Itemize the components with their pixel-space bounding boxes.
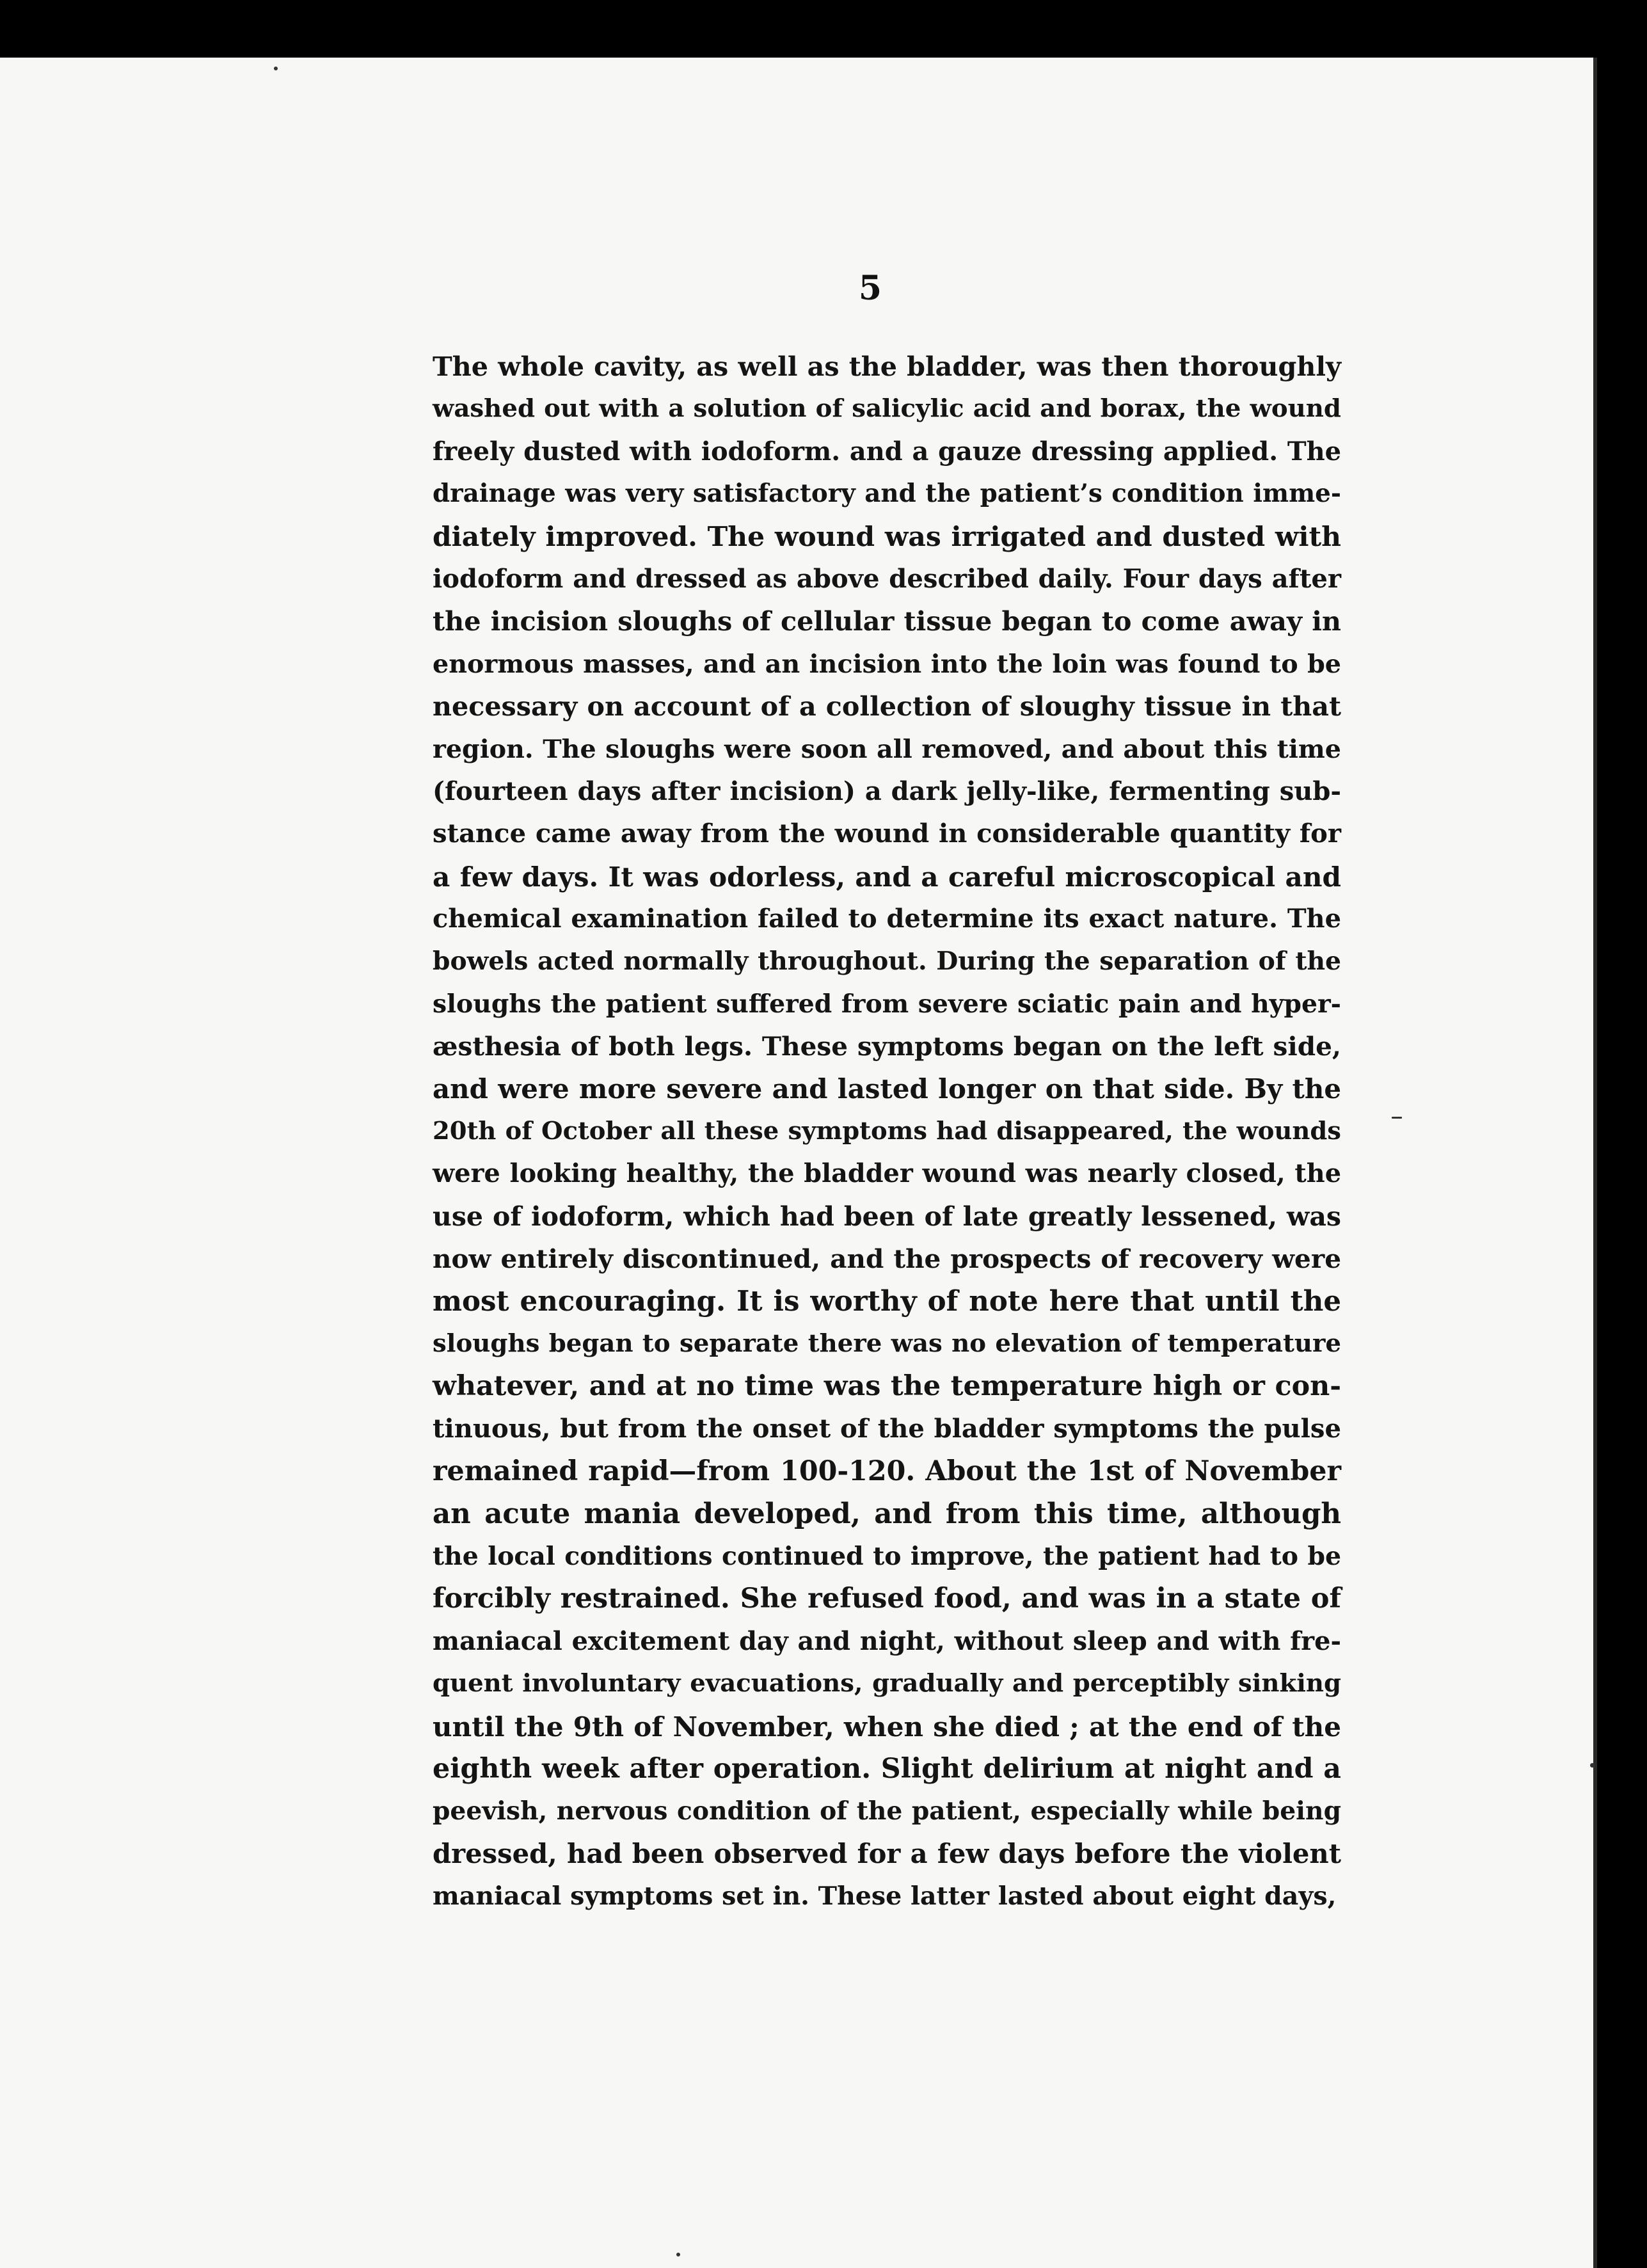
- text-line: quent involuntary evacuations, gradually and perceptibly sinking: [433, 1669, 1341, 1698]
- text-line: drainage was very satisfactory and the patient’s condition imme-: [433, 479, 1341, 509]
- scan-speck: [274, 67, 278, 70]
- text-line: remained rapid—from 100-120. About the 1st of November: [433, 1455, 1341, 1488]
- text-line: until the 9th of November, when she died ; at the end of the: [433, 1710, 1341, 1743]
- text-line: stance came away from the wound in considerable quantity for: [433, 819, 1341, 849]
- text-line: The whole cavity, as well as the bladder, was then thoroughly: [433, 351, 1341, 382]
- scan-speck: [1590, 1763, 1595, 1768]
- page-number: 5: [858, 269, 882, 308]
- text-line: eighth week after operation. Slight delirium at night and a: [433, 1752, 1341, 1785]
- text-line: were looking healthy, the bladder wound was nearly closed, the: [433, 1159, 1341, 1189]
- text-line: chemical examination failed to determine its exact nature. The: [433, 904, 1341, 934]
- text-line: an acute mania developed, and from this time, although: [433, 1497, 1341, 1530]
- scan-speck: [1392, 1117, 1402, 1119]
- text-line: a few days. It was odorless, and a careful microscopical and: [433, 860, 1341, 893]
- text-line: peevish, nervous condition of the patient, especially while being: [433, 1796, 1341, 1826]
- text-line: now entirely discontinued, and the prospects of recovery were: [433, 1243, 1341, 1275]
- text-line: region. The sloughs were soon all removed, and about this time: [433, 734, 1341, 764]
- scan-speck: [676, 2253, 680, 2256]
- text-line: bowels acted normally throughout. During the separation of the: [433, 946, 1341, 977]
- text-line: maniacal excitement day and night, without sleep and with fre-: [433, 1626, 1341, 1656]
- text-line: whatever, and at no time was the temperature high or con-: [433, 1370, 1341, 1403]
- text-line: freely dusted with iodoform. and a gauze dressing applied. The: [433, 436, 1341, 467]
- text-line: the incision sloughs of cellular tissue began to come away in: [433, 605, 1341, 637]
- text-line: dressed, had been observed for a few days before the violent: [433, 1837, 1341, 1869]
- body-text: [433, 346, 1341, 1917]
- text-line: and were more severe and lasted longer on that side. By the: [433, 1073, 1341, 1105]
- text-line: tinuous, but from the onset of the bladder symptoms the pulse: [433, 1413, 1341, 1444]
- text-line: (fourteen days after incision) a dark jelly-like, fermenting sub-: [433, 776, 1341, 806]
- text-line: enormous masses, and an incision into the loin was found to be: [433, 649, 1341, 679]
- page-edge-shadow: [1593, 58, 1597, 2268]
- text-line: washed out with a solution of salicylic acid and borax, the wound: [433, 394, 1341, 424]
- text-line: necessary on account of a collection of sloughy tissue in that: [433, 691, 1341, 723]
- text-line: 20th of October all these symptoms had disappeared, the wounds: [433, 1117, 1341, 1146]
- text-line: sloughs the patient suffered from severe sciatic pain and hyper-: [433, 989, 1341, 1019]
- text-line: most encouraging. It is worthy of note here that until the: [433, 1284, 1341, 1318]
- text-line: forcibly restrained. She refused food, and was in a state of: [433, 1583, 1341, 1615]
- text-line: diately improved. The wound was irrigated and dusted with: [433, 520, 1341, 553]
- text-line: iodoform and dressed as above described daily. Four days after: [433, 563, 1341, 594]
- text-line: use of iodoform, which had been of late greatly lessened, was: [433, 1200, 1341, 1232]
- text-line: sloughs began to separate there was no elevation of temperature: [433, 1329, 1341, 1358]
- text-line: the local conditions continued to improve, the patient had to be: [433, 1541, 1341, 1571]
- text-line: maniacal symptoms set in. These latter lasted about eight days,: [433, 1881, 1337, 1912]
- text-line: æsthesia of both legs. These symptoms began on the left side,: [433, 1031, 1341, 1062]
